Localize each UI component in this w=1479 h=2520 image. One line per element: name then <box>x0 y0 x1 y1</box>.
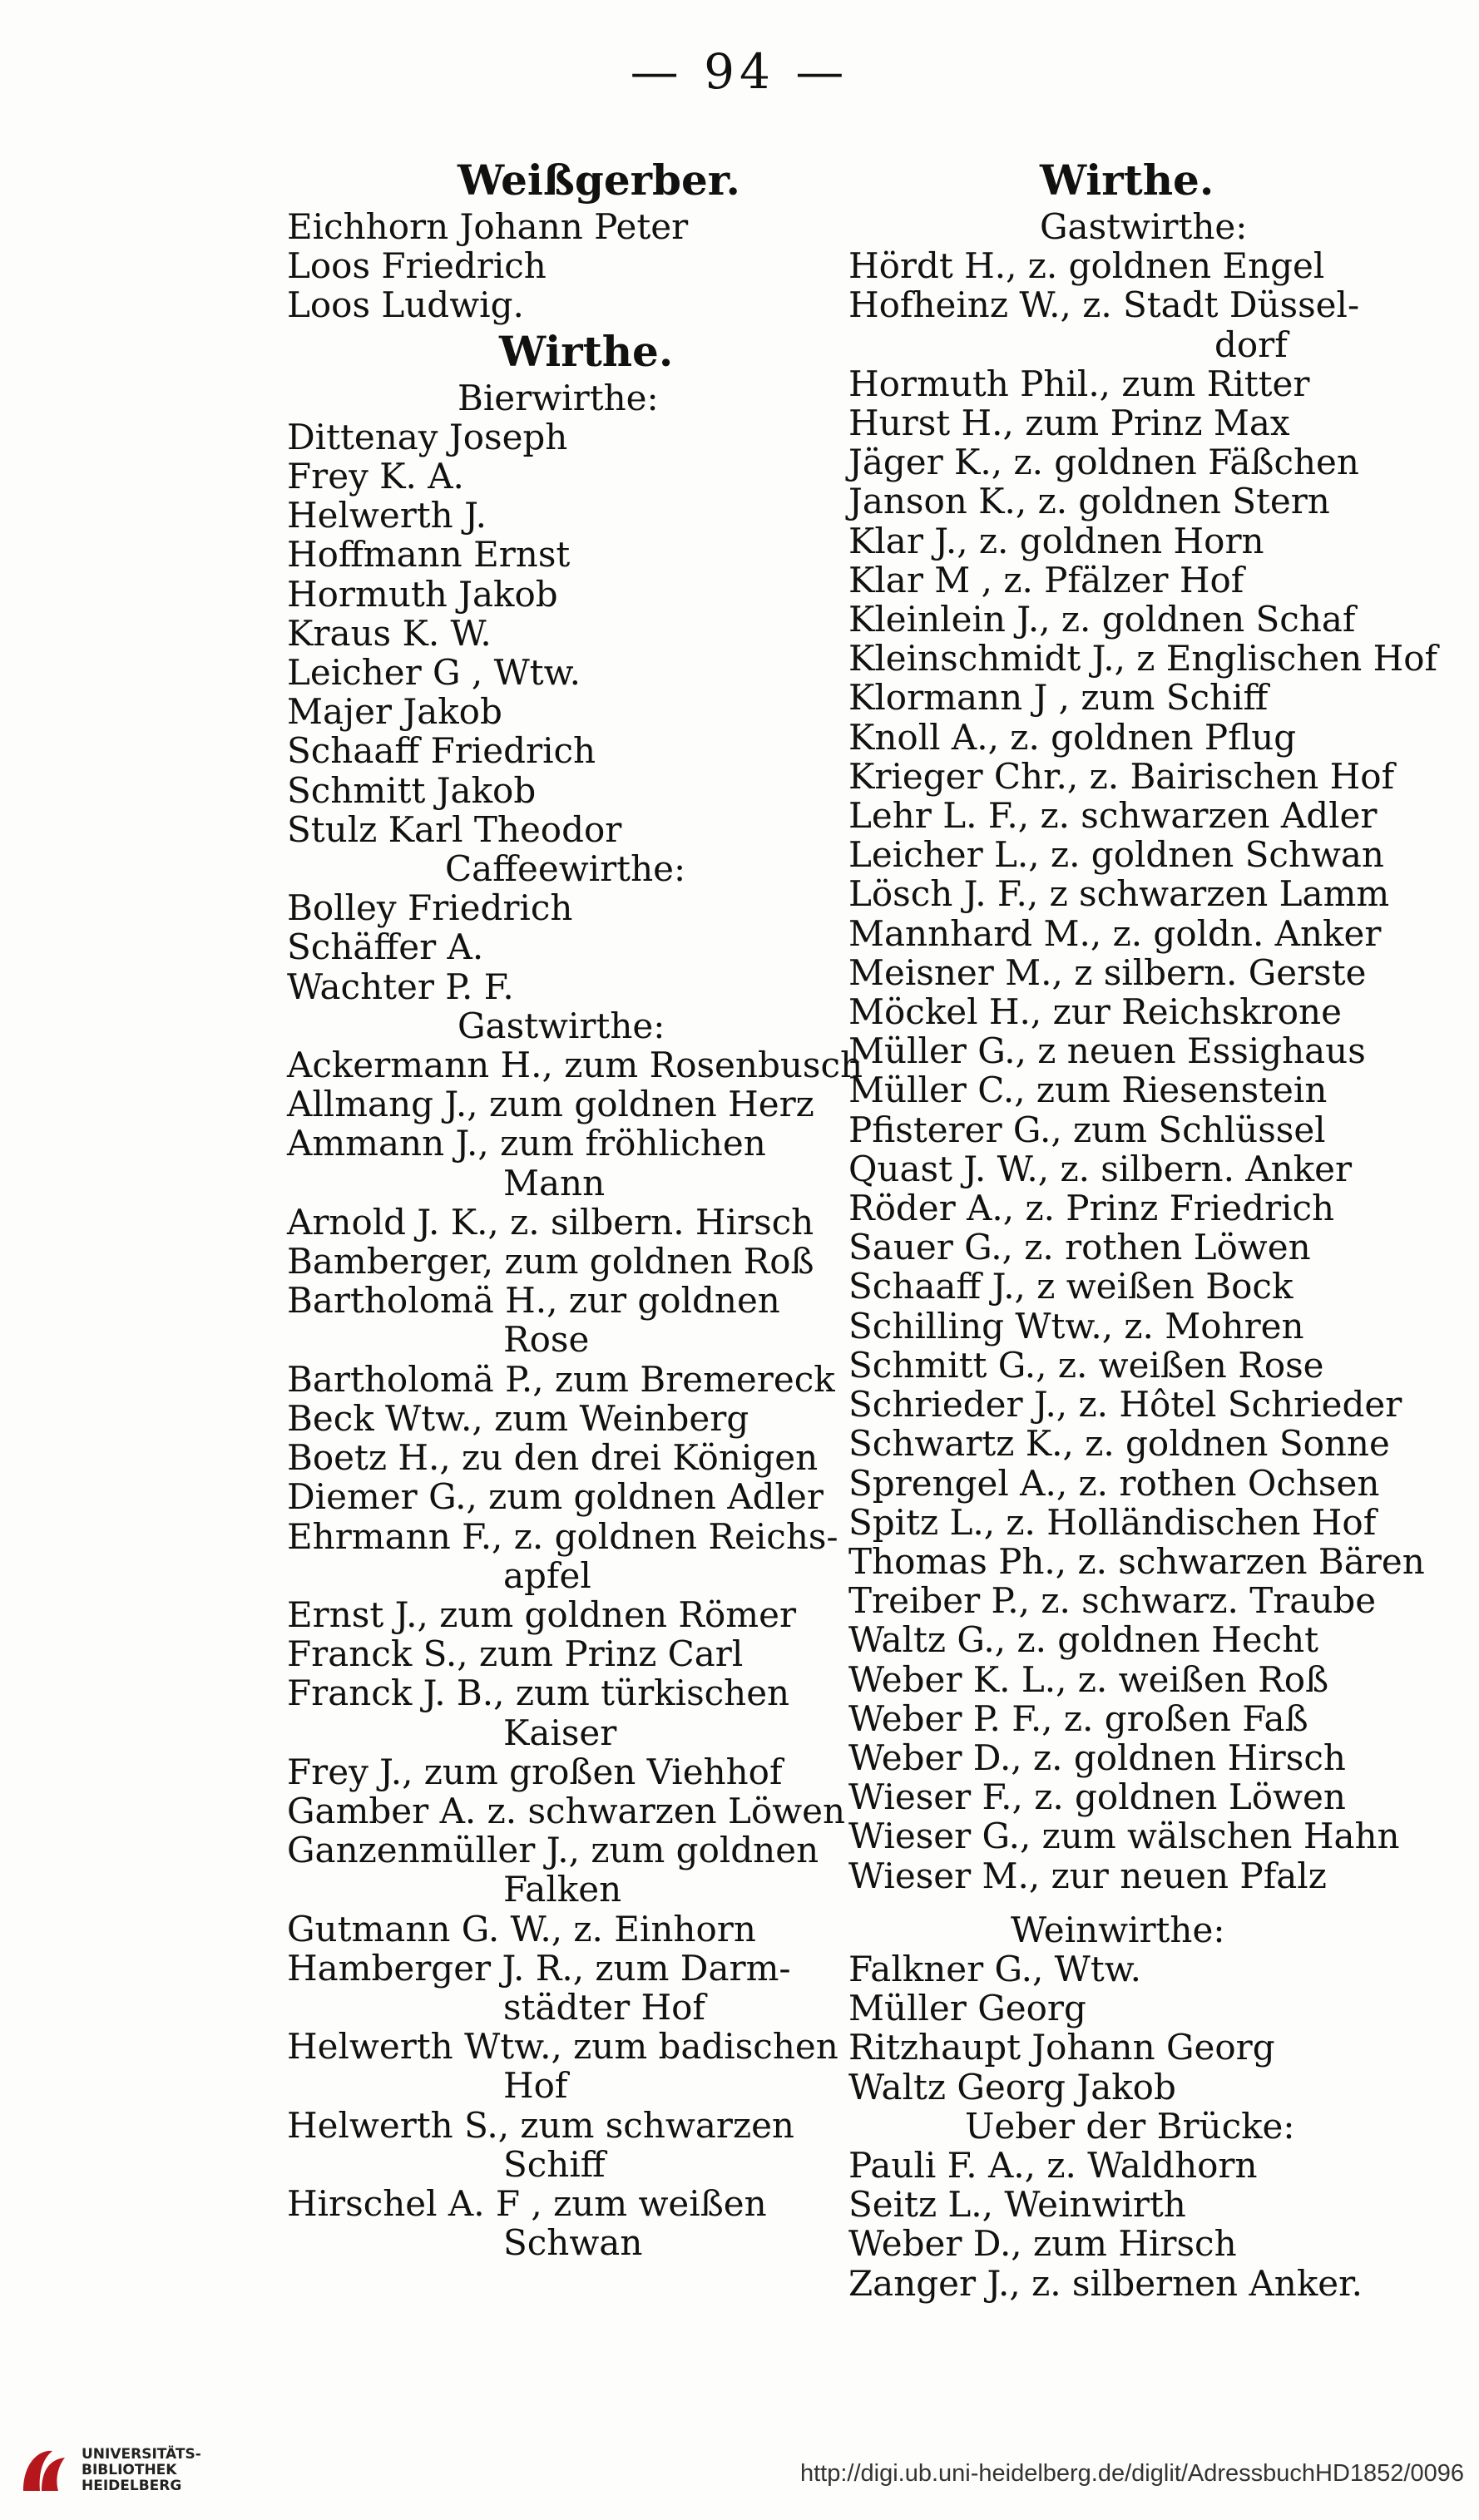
directory-entry: Schäffer A. <box>287 926 484 968</box>
directory-entry: Leicher G , Wtw. <box>287 652 581 694</box>
directory-entry: Spitz L., z. Holländischen Hof <box>848 1501 1377 1543</box>
directory-entry: Bamberger, zum goldnen Roß <box>287 1241 814 1282</box>
directory-entry: Schaaff Friedrich <box>287 730 596 772</box>
directory-entry: Franck J. B., zum türkischen <box>287 1673 790 1714</box>
directory-entry: Jäger K., z. goldnen Fäßchen <box>848 442 1359 483</box>
directory-entry: Hördt H., z. goldnen Engel <box>848 245 1325 287</box>
directory-entry: Müller G., z neuen Essighaus <box>848 1030 1366 1072</box>
logo-text-line: HEIDELBERG <box>82 2477 182 2494</box>
directory-entry: Schrieder J., z. Hôtel Schrieder <box>848 1384 1402 1426</box>
directory-entry: Thomas Ph., z. schwarzen Bären <box>848 1540 1425 1582</box>
directory-entry: Weber D., z. goldnen Hirsch <box>848 1737 1346 1778</box>
directory-entry: Ernst J., zum goldnen Römer <box>287 1594 797 1635</box>
directory-entry: Allmang J., zum goldnen Herz <box>287 1084 814 1125</box>
directory-entry: Diemer G., zum goldnen Adler <box>287 1476 824 1518</box>
directory-entry: Pfisterer G., zum Schlüssel <box>848 1109 1326 1150</box>
entry-continuation: dorf <box>1214 324 1288 365</box>
directory-entry: Weber D., zum Hirsch <box>848 2223 1237 2265</box>
directory-entry: Hurst H., zum Prinz Max <box>848 403 1290 444</box>
directory-entry: Wieser F., z. goldnen Löwen <box>848 1776 1346 1818</box>
directory-entry: Schaaff J., z weißen Bock <box>848 1266 1294 1307</box>
entry-continuation: städter Hof <box>503 1986 705 2028</box>
category-heading: Caffeewirthe: <box>445 848 686 890</box>
directory-entry: Helwerth J. <box>287 495 487 536</box>
logo-text-line: UNIVERSITÄTS- <box>82 2445 201 2463</box>
section-heading: Wirthe. <box>1040 156 1214 205</box>
directory-entry: Waltz G., z. goldnen Hecht <box>848 1619 1319 1661</box>
directory-entry: Hofheinz W., z. Stadt Düssel- <box>848 284 1360 326</box>
directory-entry: Klar M , z. Pfälzer Hof <box>848 559 1244 600</box>
directory-entry: Seitz L., Weinwirth <box>848 2184 1186 2226</box>
entry-continuation: Falken <box>503 1869 622 1910</box>
directory-entry: Majer Jakob <box>287 691 502 733</box>
directory-entry: Hamberger J. R., zum Darm- <box>287 1947 791 1989</box>
directory-entry: Frey J., zum großen Viehhof <box>287 1751 783 1792</box>
directory-entry: Helwerth S., zum schwarzen <box>287 2104 794 2146</box>
left-column <box>287 154 863 2264</box>
directory-entry: Janson K., z. goldnen Stern <box>848 481 1330 522</box>
directory-entry: Ganzenmüller J., zum goldnen <box>287 1830 819 1871</box>
directory-entry: Schwartz K., z. goldnen Sonne <box>848 1423 1390 1465</box>
directory-entry: Leicher L., z. goldnen Schwan <box>848 834 1384 876</box>
directory-entry: Hoffmann Ernst <box>287 534 571 576</box>
directory-entry: Falkner G., Wtw. <box>848 1948 1142 1989</box>
directory-entry: Wieser G., zum wälschen Hahn <box>848 1816 1400 1857</box>
entry-continuation: Rose <box>503 1319 590 1361</box>
directory-entry: Ritzhaupt Johann Georg <box>848 2027 1275 2068</box>
category-heading: Ueber der Brücke: <box>965 2105 1295 2147</box>
directory-entry: Meisner M., z silbern. Gerste <box>848 951 1367 993</box>
directory-entry: Sauer G., z. rothen Löwen <box>848 1227 1311 1268</box>
directory-entry: Bartholomä P., zum Bremereck <box>287 1358 835 1400</box>
page-number: — 94 — <box>630 43 849 100</box>
logo-text-line: BIBLIOTHEK <box>82 2461 177 2478</box>
right-column <box>848 154 1438 2304</box>
directory-entry: Helwerth Wtw., zum badischen <box>287 2026 838 2068</box>
directory-entry: Arnold J. K., z. silbern. Hirsch <box>287 1201 814 1243</box>
spacer <box>848 1895 1381 1910</box>
directory-entry: Möckel H., zur Reichskrone <box>848 991 1342 1033</box>
section-heading: Wirthe. <box>499 326 674 376</box>
directory-entry: Mannhard M., z. goldn. Anker <box>848 912 1382 954</box>
directory-entry: Lehr L. F., z. schwarzen Adler <box>848 795 1378 837</box>
directory-entry: Eichhorn Johann Peter <box>287 206 689 247</box>
directory-entry: Boetz H., zu den drei Königen <box>287 1437 819 1479</box>
category-heading: Weinwirthe: <box>1011 1909 1225 1950</box>
directory-entry: Weber K. L., z. weißen Roß <box>848 1658 1329 1700</box>
directory-entry: Wachter P. F. <box>287 966 514 1007</box>
directory-entry: Ehrmann F., z. goldnen Reichs- <box>287 1515 838 1557</box>
directory-entry: Schilling Wtw., z. Mohren <box>848 1305 1304 1346</box>
directory-entry: Ackermann H., zum Rosenbusch <box>287 1045 863 1086</box>
directory-entry: Ammann J., zum fröhlichen <box>287 1123 766 1164</box>
entry-continuation: apfel <box>503 1554 591 1596</box>
category-heading: Gastwirthe: <box>458 1005 665 1046</box>
directory-entry: Gutmann G. W., z. Einhorn <box>287 1908 756 1949</box>
directory-entry: Stulz Karl Theodor <box>287 808 622 850</box>
directory-entry: Quast J. W., z. silbern. Anker <box>848 1148 1353 1189</box>
directory-entry: Röder A., z. Prinz Friedrich <box>848 1188 1335 1229</box>
entry-continuation: Mann <box>503 1162 606 1203</box>
directory-entry: Müller C., zum Riesenstein <box>848 1070 1328 1111</box>
directory-entry: Hormuth Phil., zum Ritter <box>848 363 1310 404</box>
directory-entry: Knoll A., z. goldnen Pflug <box>848 716 1297 758</box>
directory-entry: Waltz Georg Jakob <box>848 2066 1176 2107</box>
category-heading: Bierwirthe: <box>458 377 659 418</box>
library-seal-icon <box>15 2441 73 2499</box>
directory-entry: Kraus K. W. <box>287 612 492 654</box>
directory-entry: Klar J., z. goldnen Horn <box>848 520 1264 561</box>
directory-entry: Loos Ludwig. <box>287 284 524 326</box>
entry-continuation: Hof <box>503 2065 568 2107</box>
directory-entry: Hirschel A. F , zum weißen <box>287 2182 767 2224</box>
library-logo[interactable] <box>15 2441 201 2499</box>
directory-entry: Bolley Friedrich <box>287 887 573 929</box>
directory-entry: Hormuth Jakob <box>287 573 558 615</box>
directory-entry: Beck Wtw., zum Weinberg <box>287 1397 749 1439</box>
directory-entry: Schmitt Jakob <box>287 769 537 811</box>
directory-entry: Kleinschmidt J., z Englischen Hof <box>848 638 1438 679</box>
directory-entry: Pauli F. A., z. Waldhorn <box>848 2144 1258 2186</box>
section-heading: Weißgerber. <box>458 156 740 205</box>
directory-entry: Frey K. A. <box>287 456 464 497</box>
directory-entry: Klormann J , zum Schiff <box>848 677 1269 719</box>
entry-continuation: Kaiser <box>503 1712 617 1753</box>
directory-entry: Treiber P., z. schwarz. Traube <box>848 1580 1377 1622</box>
directory-entry: Gamber A. z. schwarzen Löwen <box>287 1790 846 1831</box>
directory-entry: Wieser M., zur neuen Pfalz <box>848 1855 1327 1896</box>
source-url-link[interactable]: http://digi.ub.uni-heidelberg.de/diglit/AdressbuchHD1852/0096 <box>799 2460 1464 2487</box>
directory-entry: Krieger Chr., z. Bairischen Hof <box>848 755 1395 797</box>
entry-continuation: Schiff <box>503 2143 606 2185</box>
directory-entry: Sprengel A., z. rothen Ochsen <box>848 1462 1380 1504</box>
directory-entry: Müller Georg <box>848 1988 1086 2029</box>
directory-entry: Loos Friedrich <box>287 245 547 287</box>
directory-entry: Zanger J., z. silbernen Anker. <box>848 2262 1363 2304</box>
directory-entry: Bartholomä H., zur goldnen <box>287 1280 780 1322</box>
entry-continuation: Schwan <box>503 2222 643 2264</box>
directory-entry: Dittenay Joseph <box>287 416 568 457</box>
directory-entry: Schmitt G., z. weißen Rose <box>848 1344 1324 1386</box>
directory-entry: Weber P. F., z. großen Faß <box>848 1697 1308 1739</box>
directory-entry: Lösch J. F., z schwarzen Lamm <box>848 873 1390 915</box>
category-heading: Gastwirthe: <box>1040 206 1248 247</box>
directory-entry: Franck S., zum Prinz Carl <box>287 1633 744 1675</box>
directory-entry: Kleinlein J., z. goldnen Schaf <box>848 599 1356 640</box>
